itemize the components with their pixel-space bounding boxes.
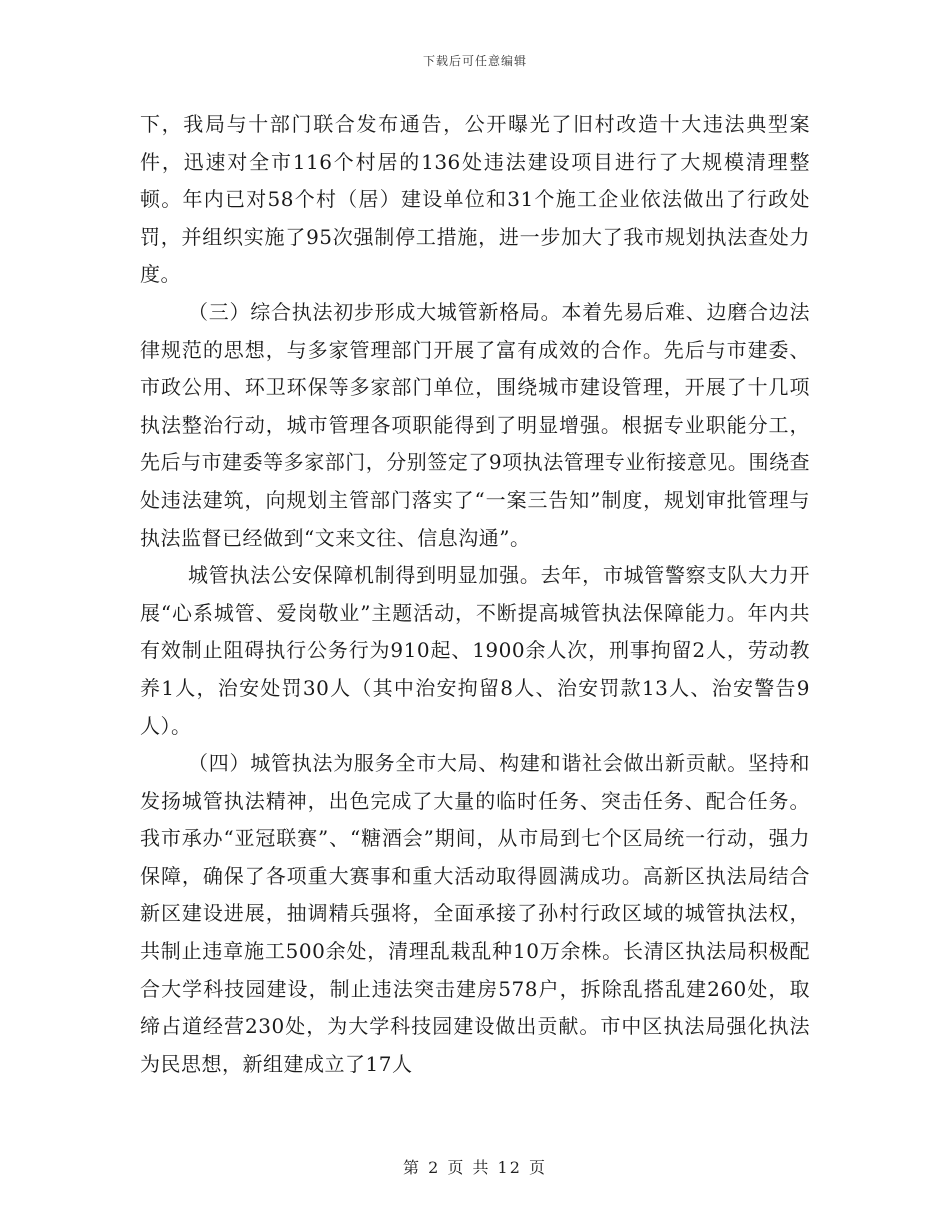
paragraph-police-support: 城管执法公安保障机制得到明显加强。去年，市城管警察支队大力开展“心系城管、爱岗敬业”主题活动，不断提高城管执法保障能力。年内共有效制止阻碍执行公务行为910起、1900余人次，刑事拘留2人，劳动教养1人，治安处罚30人（其中治安拘留8人、治安罚款13人、治安警告9人）。 bbox=[140, 563, 810, 738]
paragraph-continuation: 下，我局与十部门联合发布通告，公开曝光了旧村改造十大违法典型案件，迅速对全市116个村居的136处违法建设项目进行了大规模清理整顿。年内已对58个村（居）建设单位和31个施工企业依法做出了行政处罚，并组织实施了95次强制停工措施，进一步加大了我市规划执法查处力度。 bbox=[140, 112, 810, 287]
document-body bbox=[140, 106, 810, 1083]
page-header: 下载后可任意编辑 bbox=[422, 54, 527, 68]
page-number: 第 2 页 共 12 页 bbox=[403, 1158, 547, 1177]
paragraph-section-three: （三）综合执法初步形成大城管新格局。本着先易后难、边磨合边法律规范的思想，与多家管理部门开展了富有成效的合作。先后与市建委、市政公用、环卫环保等多家部门单位，围绕城市建设管理，开展了十几项执法整治行动，城市管理各项职能得到了明显增强。根据专业职能分工，先后与市建委等多家部门，分别签定了9项执法管理专业衔接意见。围绕查处违法建筑，向规划主管部门落实了“一案三告知”制度，规划审批管理与执法监督已经做到“文来文往、信息沟通”。 bbox=[140, 299, 810, 550]
paragraph-section-four: （四）城管执法为服务全市大局、构建和谐社会做出新贡献。坚持和发扬城管执法精神，出色完成了大量的临时任务、突击任务、配合任务。我市承办“亚冠联赛”、“糖酒会”期间，从市局到七个区局统一行动，强力保障，确保了各项重大赛事和重大活动取得圆满成功。高新区执法局结合新区建设进展，抽调精兵强将，全面承接了孙村行政区域的城管执法权，共制止违章施工500余处，清理乱栽乱种10万余株。长清区执法局积极配合大学科技园建设，制止违法突击建房578户，拆除乱搭乱建260处，取缔占道经营230处，为大学科技园建设做出贡献。市中区执法局强化执法为民思想，新组建成立了17人 bbox=[140, 751, 810, 1076]
